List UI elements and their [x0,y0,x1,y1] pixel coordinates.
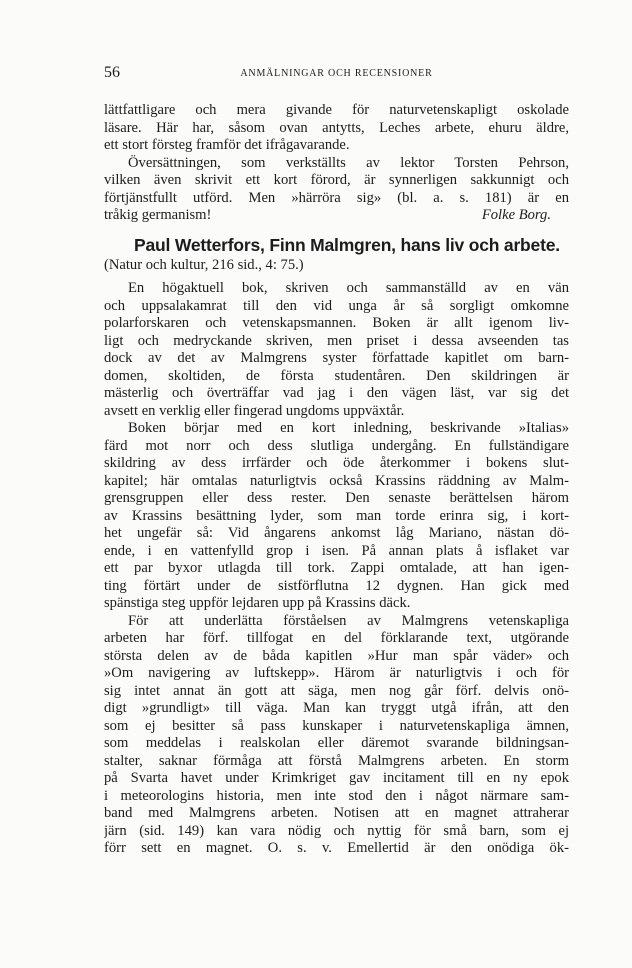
text-line: spänstiga steg uppför lejdaren upp på Krassins däck. [104,595,411,611]
text-line-signed [104,207,569,225]
text-line: För att underlätta förståelsen av Malmgrens vetenskapliga [128,612,569,629]
review-2-body [104,280,569,858]
page-number: 56 [104,64,120,81]
text-line: ett stort försteg framför det ifrågavarande. [104,137,350,153]
text-line: ett par byxor utlagda till tork. Zappi omtalade, att han igen- [104,560,569,576]
text-line-end: tråkig germanism! [104,207,212,223]
text-line: på Svarta havet under Krimkriget gav incitament till en ny epok [104,770,569,786]
text-line: stalter, saknar förmåga att förstå Malmgrens arbeten. En storm [104,752,569,769]
text-line: färd mot norr och dess slutliga undergång. En fullständigare [104,437,569,454]
text-line: ligt och medryckande skriven, men priset i dessa avseenden tas [104,332,569,349]
text-line: skildring av dess irrfärder och öde återkommer i bokens slut- [104,455,569,471]
text-line: Boken börjar med en kort inledning, beskrivande »Italias» [128,420,569,436]
text-line: kapitel; här omtalas naturligtvis också Krassins räddning av Malm- [104,472,569,489]
text-line: digt »grundligt» till väga. Man kan tryggt utgå ifrån, att den [104,700,569,716]
text-line: avsett en verklig eller fingerad ungdoms uppväxtår. [104,402,405,419]
document-page [104,64,569,858]
text-line: sig intet annat än gott att säga, men nog går förf. delvis onö- [104,682,569,699]
text-line: arbeten har förf. tillfogat en del förklarande text, utgörande [104,630,569,646]
review-2-subtitle: (Natur och kultur, 216 sid., 4: 75.) [104,256,304,273]
text-line: vilken även skrivit ett kort förord, är synnerligen sakkunnigt och [104,172,569,188]
text-line: grensgruppen eller dess rester. Den senaste berättelsen härom [104,490,569,506]
review-1-body [104,102,569,225]
text-line: dock av det av Malmgrens syster författade kapitlet om barn- [104,350,569,366]
text-line: förr sett en magnet. O. s. v. Emellertid är den onödiga ök- [104,840,569,856]
text-line: läsare. Här har, såsom ovan antytts, Leches arbete, ehuru äldre, [104,119,569,136]
text-line: ting förtärt under de sistförflutna 12 dygnen. Han gick med [104,577,569,594]
text-line: polarforskaren och vetenskapsmannen. Boken är allt igenom liv- [104,315,569,331]
text-line: »Om navigering av luftskepp». Härom är naturligtvis i och för [104,665,569,681]
running-head: ANMÄLNINGAR OCH RECENSIONER [240,68,433,79]
text-line: och uppsalakamrat till den vid unga år så sorgligt omkomne [104,297,569,314]
text-line: i meteorologins historia, men inte stod den i något närmare sam- [104,787,569,804]
text-line: domen, skoltiden, de första studentåren. Den skildringen är [104,367,569,384]
review-2-title: Paul Wetterfors, Finn Malmgren, hans liv och arbete. [134,234,560,255]
text-line: het ungefär så: Vid ångarens ankomst låg Mariano, nästan dö- [104,525,569,541]
page-header [104,64,569,84]
text-line: band med Malmgrens arbeten. Notisen att en magnet attraherar [104,805,569,821]
text-line: som meddelas i realskolan eller däremot svarande bildningsan- [104,735,569,751]
text-line: En högaktuell bok, skriven och sammanställd av en vän [128,280,569,296]
text-line: lättfattligare och mera givande för naturvetenskapligt oskolade [104,102,569,118]
text-line: mästerlig och överträffar vad jag i den vägen läst, var sig det [104,385,569,401]
text-line: ende, i en vattenfylld grop i isen. På annan plats å isflaket var [104,542,569,559]
reviewer-signature: Folke Borg. [481,207,551,223]
text-line: järn (sid. 149) kan vara nödig och nyttig för små barn, som ej [104,822,569,839]
text-line: största delen av de båda kapitlen »Hur man spår väder» och [104,647,569,664]
text-line: förtjänstfullt utförd. Men »härröra sig» (bl. a. s. 181) är en [104,189,569,206]
text-line: Översättningen, som verkställts av lektor Torsten Pehrson, [128,154,569,171]
text-line: av Krassins besättning lyder, som man torde erinra sig, i kort- [104,507,569,524]
text-line: som ej besitter så pass kunskaper i naturvetenskapliga ämnen, [104,717,569,734]
